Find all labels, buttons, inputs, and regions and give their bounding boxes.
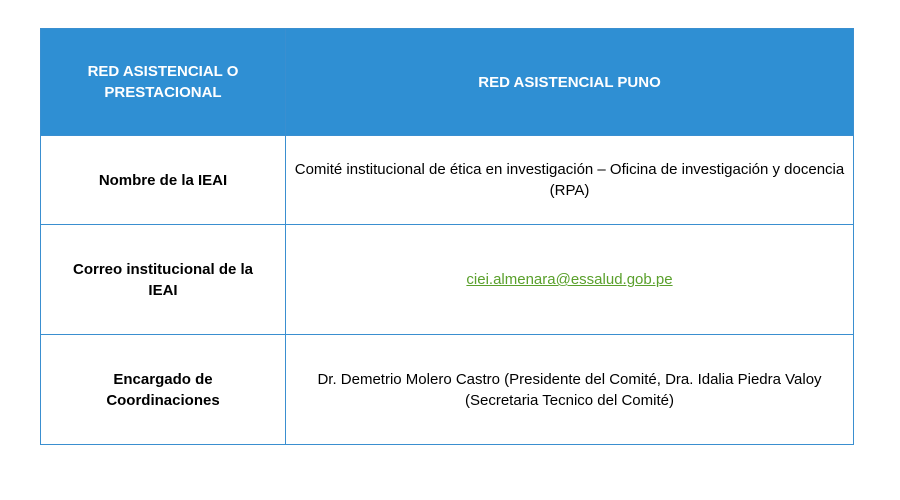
table-header-row (41, 29, 854, 136)
row-value-encargado: Dr. Demetrio Molero Castro (Presidente del Comité, Dra. Idalia Piedra Valoy (Secretaria Tecnico del Comité) (286, 335, 854, 445)
row-label-encargado: Encargado de Coordinaciones (41, 335, 286, 445)
email-link[interactable]: ciei.almenara@essalud.gob.pe (466, 271, 673, 288)
header-cell-red-asistencial-puno: RED ASISTENCIAL PUNO (286, 29, 854, 136)
document-table-container (40, 28, 853, 445)
row-value-correo (286, 225, 854, 335)
row-label-correo: Correo institucional de la IEAI (41, 225, 286, 335)
info-table (40, 28, 854, 445)
table-row-correo (41, 225, 854, 335)
header-cell-red-asistencial-o-prestacional: RED ASISTENCIAL O PRESTACIONAL (41, 29, 286, 136)
table-row-nombre (41, 136, 854, 225)
row-value-nombre: Comité institucional de ética en investigación – Oficina de investigación y docencia (RPA) (286, 136, 854, 225)
table-row-encargado (41, 335, 854, 445)
row-label-nombre: Nombre de la IEAI (41, 136, 286, 225)
